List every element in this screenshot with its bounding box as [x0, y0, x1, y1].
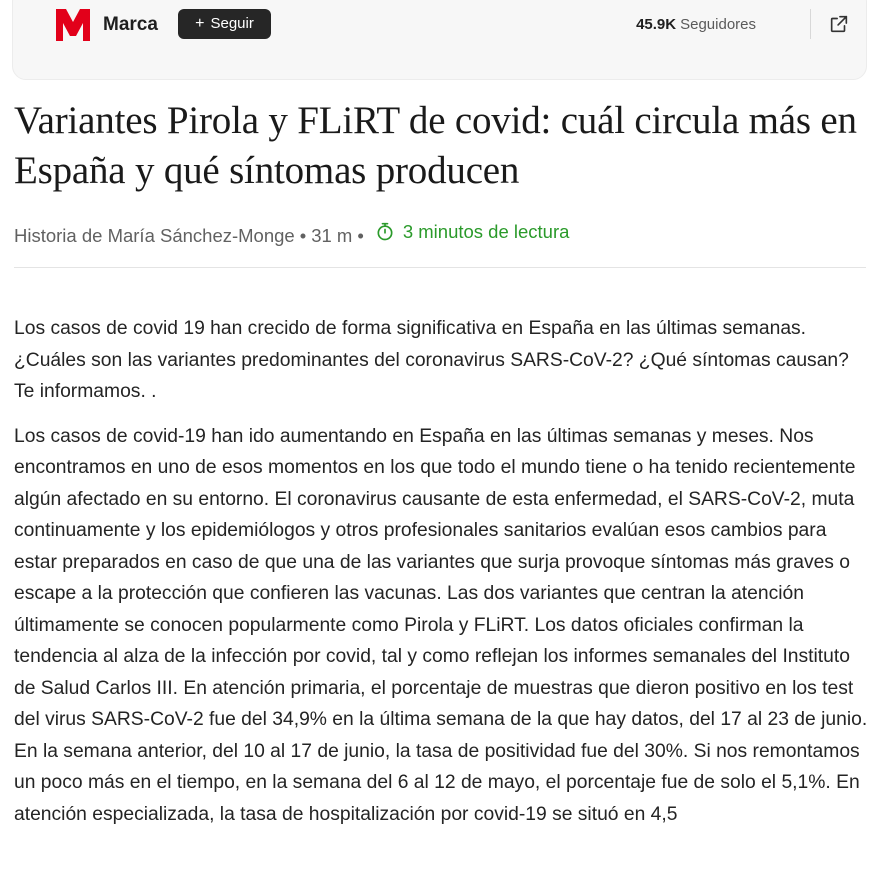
followers-number: 45.9K [636, 16, 677, 33]
article-body [14, 313, 872, 843]
article-paragraph: Los casos de covid 19 han crecido de forma significativa en España en las últimas semanas. ¿Cuáles son las variantes predominantes del coronavirus SARS-CoV-2? ¿Qué síntomas causan? Te informamos. . [14, 318, 849, 402]
article-paragraph: Los casos de covid-19 han ido aumentando en España en las últimas semanas y meses. Nos encontramos en uno de esos momentos en los que todo el mundo tiene o ha tenido recientemente algún afectado en su entorno. El coronavirus causante de esta enfermedad, el SARS-CoV-2, muta continuamente y los epidemiólogos y otros profesionales sanitarios evalúan esos cambios para estar preparados en caso de que una de las variantes que surja provoque síntomas más graves o escape a la protección que confieren las vacunas. Las dos variantes que centran la atención últimamente se conocen popularmente como Pirola y FLiRT. Los datos oficiales confirman la tendencia al alza de la infección por covid, tal y como reflejan los informes semanales del Instituto de Salud Carlos III. En atención primaria, el porcentaje de muestras que dieron positivo en los test del virus SARS-CoV-2 fue del 34,9% en la última semana de la que hay datos, del 17 al 23 de junio. En la semana anterior, del 10 al 17 de junio, la tasa de positividad fue del 30%. Si nos remontamos un poco más en el tiempo, en la semana del 6 al 12 de mayo, el porcentaje fue de solo el 5,1%. En atención especializada, la tasa de hospitalización por covid-19 se situó en 4,5 [14, 425, 868, 825]
publisher-bar [12, 0, 867, 80]
article-title: Variantes Pirola y FLiRT de covid: cuál circula más en España y qué síntomas producen [14, 99, 857, 192]
separator-dot: • [299, 225, 307, 246]
article-byline [14, 220, 569, 248]
separator-dot: • [357, 225, 364, 246]
follow-label: Seguir [210, 15, 254, 32]
follow-button[interactable] [178, 9, 271, 39]
marca-logo-icon[interactable] [53, 5, 93, 45]
author-byline: Historia de María Sánchez-Monge [14, 225, 295, 246]
followers-label: Seguidores [680, 16, 756, 33]
followers-count [636, 15, 756, 35]
plus-icon: + [195, 15, 205, 32]
divider [810, 9, 811, 39]
read-time-label: 3 minutos de lectura [402, 221, 570, 242]
article-age: 31 m [311, 225, 353, 246]
external-link-icon[interactable] [828, 13, 850, 35]
publisher-name[interactable]: Marca [103, 14, 158, 35]
read-time [369, 220, 570, 244]
byline-divider [14, 267, 866, 268]
stopwatch-icon [375, 222, 395, 242]
